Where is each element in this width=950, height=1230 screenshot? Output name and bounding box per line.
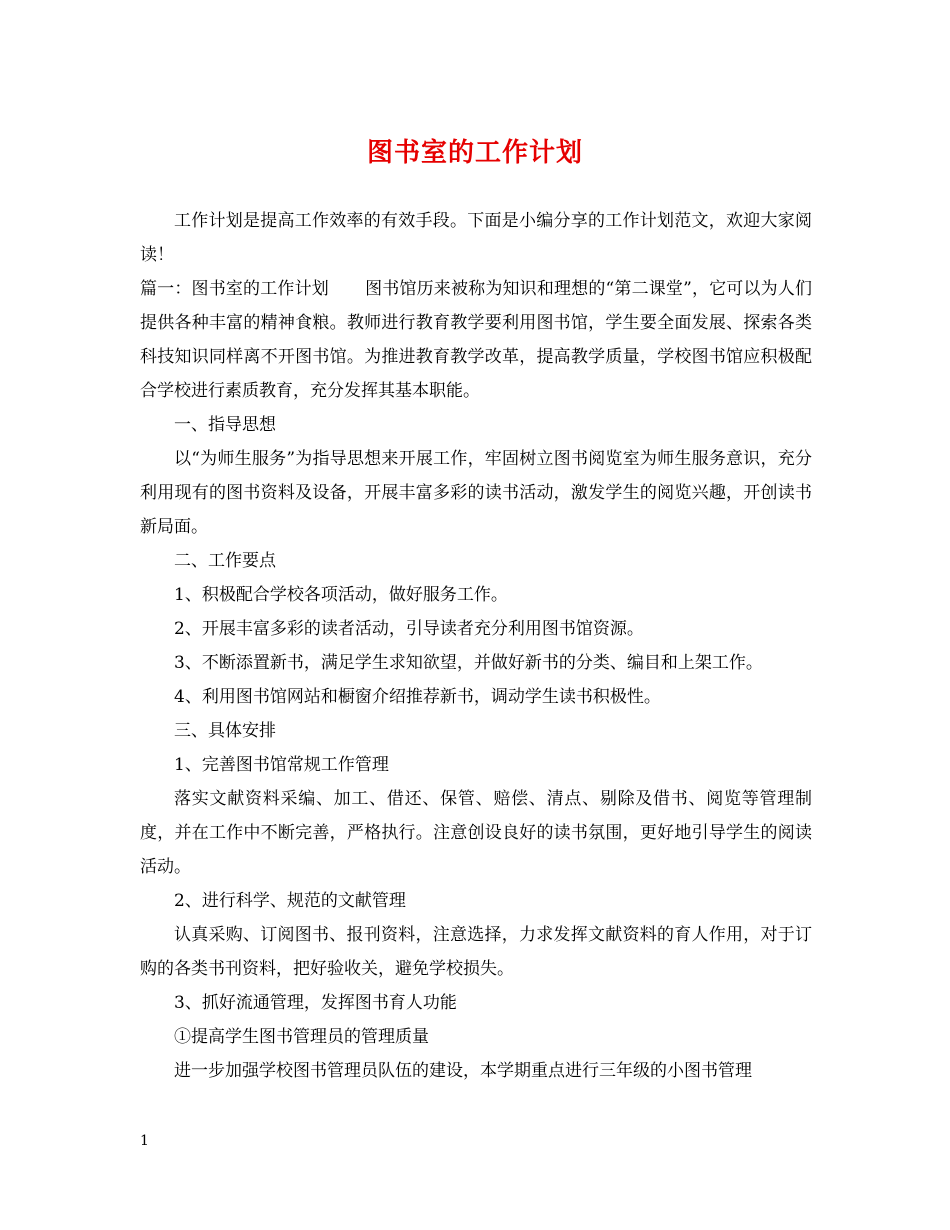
chapter-label: 篇一：图书室的工作计划 xyxy=(140,279,329,299)
item-heading-circulation: 3、抓好流通管理，发挥图书育人功能 xyxy=(174,993,457,1013)
chapter-paragraph xyxy=(140,272,812,408)
list-item: 3、不断添置新书，满足学生求知欲望，并做好新书的分类、编目和上架工作。 xyxy=(174,653,763,673)
list-item: 1、积极配合学校各项活动，做好服务工作。 xyxy=(174,585,508,605)
item-text-routine-management: 落实文献资料采编、加工、借还、保管、赔偿、清点、剔除及借书、阅览等管理制度，并在工作中不断完善，严格执行。注意创设良好的读书氛围，更好地引导学生的阅读活动。 xyxy=(140,789,812,877)
subitem-text-librarian-quality: 进一步加强学校图书管理员队伍的建设，本学期重点进行三年级的小图书管理 xyxy=(174,1061,752,1081)
item-heading-document-management: 2、进行科学、规范的文献管理 xyxy=(174,891,406,911)
page-number: 1 xyxy=(140,1133,149,1149)
list-item: 2、开展丰富多彩的读者活动，引导读者充分利用图书馆资源。 xyxy=(174,619,644,639)
section-heading-arrangement: 三、具体安排 xyxy=(174,721,276,741)
item-heading-routine-management: 1、完善图书馆常规工作管理 xyxy=(174,755,389,775)
document-title: 图书室的工作计划 xyxy=(366,138,583,168)
chapter-text: 图书馆历来被称为知识和理想的“第二课堂”，它可以为人们提供各种丰富的精神食粮。教师进行教育教学要利用图书馆，学生要全面发展、探索各类科技知识同样离不开图书馆。为推进教育教学改革，提高教学质量，学校图书馆应积极配合学校进行素质教育，充分发挥其基本职能。 xyxy=(140,279,812,401)
document-body xyxy=(140,204,812,1088)
section-text-guidance: 以“为师生服务”为指导思想来开展工作，牢固树立图书阅览室为师生服务意识，充分利用现有的图书资料及设备，开展丰富多彩的读书活动，激发学生的阅览兴趣，开创读书新局面。 xyxy=(140,449,812,537)
item-text-document-management: 认真采购、订阅图书、报刊资料，注意选择，力求发挥文献资料的育人作用，对于订购的各类书刊资料，把好验收关，避免学校损失。 xyxy=(140,925,812,979)
section-heading-guidance: 一、指导思想 xyxy=(174,415,276,435)
subitem-heading-librarian-quality: ①提高学生图书管理员的管理质量 xyxy=(174,1027,429,1047)
intro-paragraph: 工作计划是提高工作效率的有效手段。下面是小编分享的工作计划范文，欢迎大家阅读！ xyxy=(140,211,812,265)
section-heading-key-points: 二、工作要点 xyxy=(174,551,276,571)
list-item: 4、利用图书馆网站和橱窗介绍推荐新书，调动学生读书积极性。 xyxy=(174,687,661,707)
